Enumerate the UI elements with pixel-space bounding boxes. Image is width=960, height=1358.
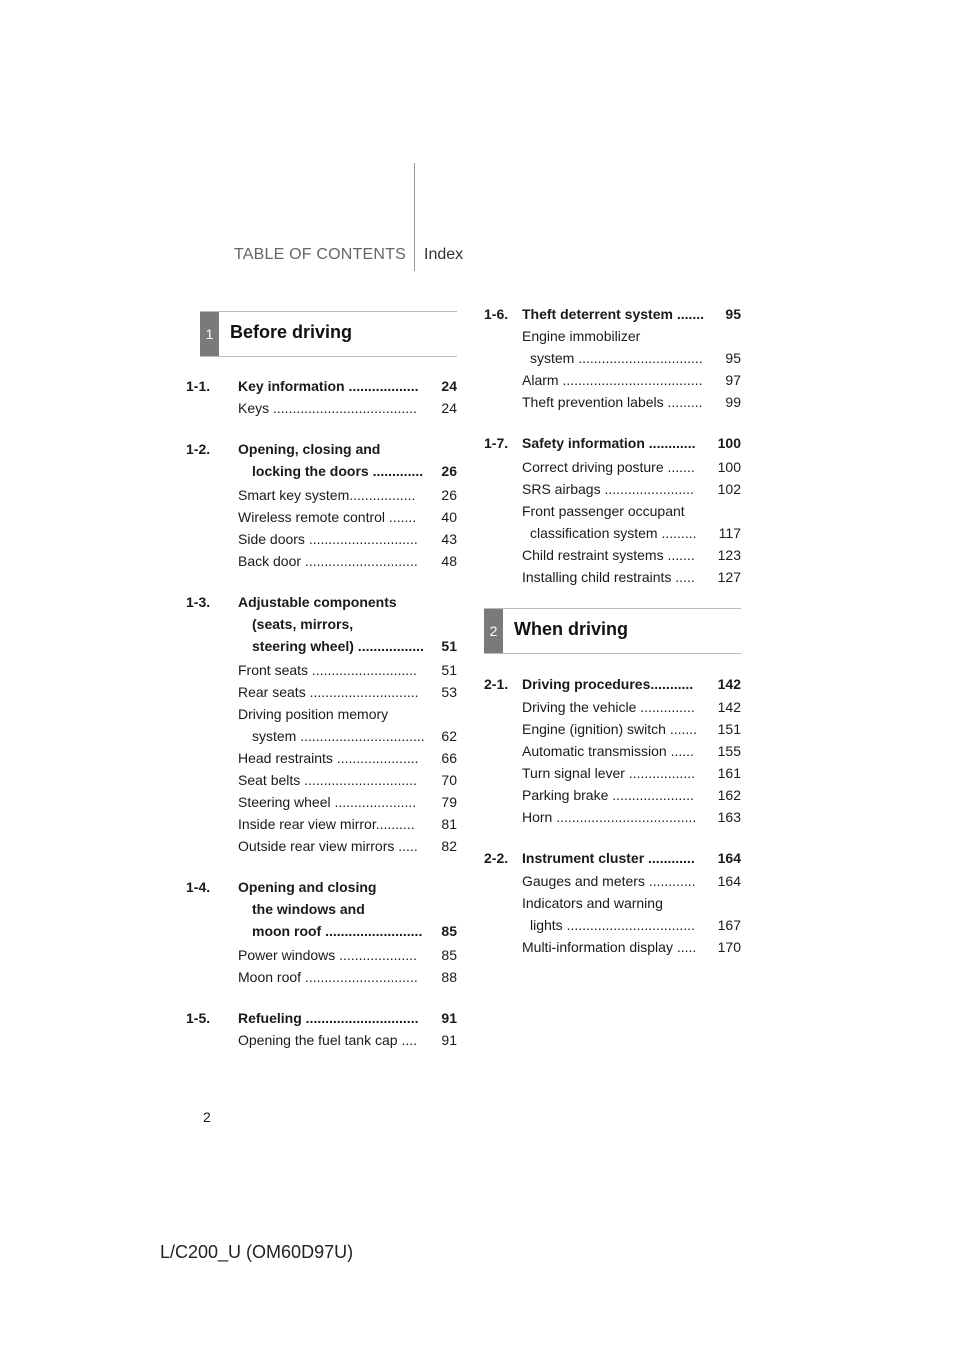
item-label: Child restraint systems ....... [522, 547, 695, 563]
item-label: Outside rear view mirrors ..... [238, 838, 418, 854]
toc-item[interactable] [484, 936, 741, 958]
section-title-cont: steering wheel) ................. [252, 638, 424, 654]
chapter-number-badge: 2 [484, 609, 503, 653]
toc-section-1-7[interactable] [484, 432, 741, 454]
toc-right-column-upper [484, 303, 741, 588]
page-ref: 99 [725, 394, 741, 410]
toc-item[interactable] [186, 769, 457, 791]
section-title: Refueling ............................. [238, 1010, 419, 1026]
page-ref: 48 [441, 553, 457, 569]
section-number: 1-6. [484, 306, 509, 322]
item-label: Parking brake ..................... [522, 787, 694, 803]
section-title-cont: locking the doors ............. [252, 463, 424, 479]
toc-section-1-1[interactable] [186, 375, 457, 397]
page-ref: 70 [441, 772, 457, 788]
page-ref: 85 [441, 947, 457, 963]
item-label: Driving the vehicle .............. [522, 699, 695, 715]
page-ref: 26 [441, 487, 457, 503]
page-number: 2 [203, 1109, 211, 1125]
item-label: Rear seats ............................ [238, 684, 419, 700]
toc-item[interactable] [186, 791, 457, 813]
section-number: 1-5. [186, 1010, 211, 1026]
page-ref: 95 [725, 306, 741, 322]
toc-item[interactable] [484, 870, 741, 892]
section-title: Opening and closing [238, 879, 377, 895]
page-ref: 102 [717, 481, 741, 497]
page-ref: 79 [441, 794, 457, 810]
toc-section-1-2[interactable] [186, 438, 457, 482]
item-label: Theft prevention labels ......... [522, 394, 703, 410]
page-ref: 155 [717, 743, 741, 759]
chapter-1-header[interactable] [200, 311, 457, 357]
section-title: Safety information ............ [522, 435, 696, 451]
item-label-cont: system ................................ [252, 728, 425, 744]
toc-section-1-4[interactable] [186, 876, 457, 942]
toc-item[interactable] [484, 391, 741, 413]
toc-item[interactable] [484, 696, 741, 718]
page-ref: 163 [717, 809, 741, 825]
item-label-cont: classification system ......... [530, 525, 697, 541]
section-title: Opening, closing and [238, 441, 381, 457]
item-label: Indicators and warning [522, 895, 663, 911]
toc-item[interactable] [484, 762, 741, 784]
section-number: 1-4. [186, 879, 211, 895]
page-ref: 142 [717, 699, 741, 715]
section-number: 1-3. [186, 594, 211, 610]
section-title: Instrument cluster ............ [522, 850, 695, 866]
item-label: Seat belts ............................. [238, 772, 417, 788]
item-label: SRS airbags ....................... [522, 481, 694, 497]
toc-item[interactable] [484, 892, 741, 936]
toc-section-1-5[interactable] [186, 1007, 457, 1029]
page-ref: 161 [717, 765, 741, 781]
toc-item[interactable] [186, 550, 457, 572]
page-ref: 100 [717, 459, 741, 475]
item-label: Inside rear view mirror.......... [238, 816, 415, 832]
page-ref: 142 [717, 676, 741, 692]
document-code: L/C200_U (OM60D97U) [160, 1242, 354, 1262]
toc-item[interactable] [186, 681, 457, 703]
item-label: Power windows .................... [238, 947, 417, 963]
item-label: Engine immobilizer [522, 328, 641, 344]
page-ref: 85 [441, 923, 457, 939]
page-ref: 164 [717, 873, 741, 889]
page-ref: 26 [441, 463, 457, 479]
toc-item[interactable] [186, 659, 457, 681]
item-label-cont: system ................................ [530, 350, 703, 366]
chapter-title: When driving [514, 619, 628, 639]
toc-item[interactable] [484, 740, 741, 762]
toc-section-2-2[interactable] [484, 847, 741, 869]
toc-item[interactable] [484, 544, 741, 566]
item-label: Engine (ignition) switch ....... [522, 721, 698, 737]
page-ref: 151 [717, 721, 741, 737]
page-ref: 127 [717, 569, 741, 585]
page-ref: 117 [718, 525, 741, 541]
page-ref: 91 [441, 1032, 457, 1048]
item-label: Back door ............................. [238, 553, 418, 569]
toc-section-2-1[interactable] [484, 673, 741, 695]
page-ref: 82 [441, 838, 457, 854]
item-label: Wireless remote control ....... [238, 509, 417, 525]
table-of-contents-link[interactable]: TABLE OF CONTENTS [234, 246, 407, 263]
section-title: Driving procedures........... [522, 676, 694, 692]
toc-item[interactable] [186, 506, 457, 528]
toc-item[interactable] [186, 966, 457, 988]
page-ref: 170 [717, 939, 741, 955]
section-number: 1-1. [186, 378, 211, 394]
toc-item[interactable] [186, 835, 457, 857]
section-number: 2-1. [484, 676, 509, 692]
section-number: 1-2. [186, 441, 211, 457]
item-label: Alarm .................................... [522, 372, 703, 388]
item-label: Side doors ............................ [238, 531, 418, 547]
toc-item[interactable] [186, 484, 457, 506]
toc-section-1-3[interactable] [186, 591, 457, 657]
item-label-cont: lights ................................. [530, 917, 695, 933]
chapter-title: Before driving [230, 322, 353, 342]
toc-item[interactable] [484, 478, 741, 500]
toc-item[interactable] [484, 456, 741, 478]
item-label: Moon roof ............................. [238, 969, 418, 985]
section-title-cont: moon roof ......................... [252, 923, 423, 939]
toc-right-column-lower [484, 673, 741, 958]
toc-item[interactable] [186, 944, 457, 966]
item-label: Keys ..................................... [238, 400, 417, 416]
item-label: Front passenger occupant [522, 503, 685, 519]
toc-item[interactable] [484, 325, 741, 369]
page-ref: 100 [717, 435, 741, 451]
page-ref: 51 [441, 638, 457, 654]
page-ref: 53 [441, 684, 457, 700]
section-title: Key information .................. [238, 378, 419, 394]
toc-item[interactable] [484, 718, 741, 740]
toc-item[interactable] [186, 813, 457, 835]
chapter-number-badge: 1 [200, 312, 219, 356]
page-ref: 88 [441, 969, 457, 985]
page-ref: 95 [725, 350, 741, 366]
section-number: 1-7. [484, 435, 509, 451]
item-label: Smart key system................. [238, 487, 416, 503]
toc-section-1-6[interactable] [484, 303, 741, 325]
item-label: Head restraints ..................... [238, 750, 419, 766]
toc-item[interactable] [484, 500, 741, 544]
page-ref: 66 [441, 750, 457, 766]
item-label: Turn signal lever ................. [522, 765, 695, 781]
page-ref: 24 [441, 400, 457, 416]
index-link[interactable]: Index [424, 246, 464, 263]
page-ref: 162 [717, 787, 741, 803]
item-label: Steering wheel ..................... [238, 794, 417, 810]
item-label: Installing child restraints ..... [522, 569, 695, 585]
item-label: Driving position memory [238, 706, 389, 722]
page-ref: 43 [441, 531, 457, 547]
toc-left-column [186, 375, 457, 1051]
page-ref: 40 [441, 509, 457, 525]
page-ref: 97 [725, 372, 741, 388]
toc-item[interactable] [484, 369, 741, 391]
toc-item[interactable] [186, 747, 457, 769]
toc-item[interactable] [484, 784, 741, 806]
item-label: Horn .................................... [522, 809, 697, 825]
page-ref: 123 [717, 547, 741, 563]
page-ref: 91 [441, 1010, 457, 1026]
item-label: Front seats ........................... [238, 662, 417, 678]
item-label: Correct driving posture ....... [522, 459, 695, 475]
item-label: Multi-information display ..... [522, 939, 697, 955]
toc-item[interactable] [484, 566, 741, 588]
toc-item[interactable] [186, 397, 457, 419]
chapter-2-header[interactable] [484, 608, 741, 654]
page-ref: 62 [441, 728, 457, 744]
toc-item[interactable] [186, 703, 457, 747]
section-title: Theft deterrent system ....... [522, 306, 705, 322]
section-title: Adjustable components [238, 594, 397, 610]
section-title-cont: (seats, mirrors, [252, 616, 354, 632]
section-number: 2-2. [484, 850, 509, 866]
toc-item[interactable] [186, 528, 457, 550]
section-title-cont: the windows and [252, 901, 365, 917]
toc-item[interactable] [186, 1029, 457, 1051]
page-ref: 24 [441, 378, 457, 394]
item-label: Automatic transmission ...... [522, 743, 694, 759]
page-ref: 81 [441, 816, 457, 832]
header-divider [414, 163, 415, 271]
toc-item[interactable] [484, 806, 741, 828]
item-label: Gauges and meters ............ [522, 873, 696, 889]
page-ref: 164 [717, 850, 741, 866]
page-ref: 51 [441, 662, 457, 678]
item-label: Opening the fuel tank cap .... [238, 1032, 418, 1048]
page-ref: 167 [717, 917, 741, 933]
